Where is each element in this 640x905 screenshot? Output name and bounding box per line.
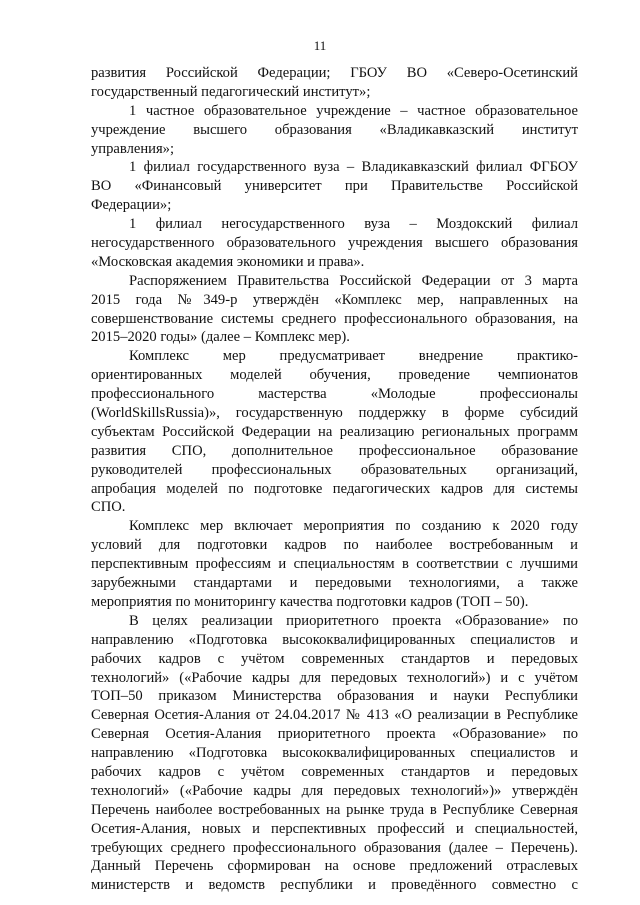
text-line: Северная Осетия-Алания приоритетного проекта «Образование» по: [91, 726, 578, 743]
text-line: профессионального мастерства «Молодые профессионалы: [91, 386, 578, 403]
text-line: руководителей профессиональных образовательных организаций,: [91, 461, 578, 478]
text-line: направлению «Подготовка высококвалифицированных специалистов и: [91, 745, 578, 762]
text-line: ТОП–50 приказом Министерства образования и науки Республики: [91, 688, 578, 705]
text-line: Северная Осетия-Алания от 24.04.2017 № 413 «О реализации в Республике: [91, 707, 578, 724]
text-line: Комплекс мер включает мероприятия по созданию к 2020 году: [129, 518, 578, 535]
text-line: управления»;: [91, 140, 175, 157]
text-line: Данный Перечень сформирован на основе предложений отраслевых: [91, 858, 578, 875]
text-line: 2015–2020 годы» (далее – Комплекс мер).: [91, 329, 350, 346]
text-line: рабочих кадров с учётом современных стандартов и передовых: [91, 763, 578, 780]
text-line: ВО «Финансовый университет при Правительстве Российской: [91, 178, 578, 195]
text-line: совершенствование системы среднего профессионального образования, на: [91, 310, 578, 327]
page-number: 11: [313, 38, 327, 53]
text-line: апробация моделей по подготовке педагогических кадров для системы: [91, 480, 578, 497]
text-line: 1 частное образовательное учреждение – частное образовательное: [129, 102, 578, 119]
text-line: В целях реализации приоритетного проекта «Образование» по: [129, 612, 578, 629]
text-line: (WorldSkillsRussia)», государственную поддержку в форме субсидий: [91, 405, 578, 422]
document-body: [91, 64, 578, 895]
text-line: технологий» («Рабочие кадры для передовых технологий»)» утверждён: [91, 782, 578, 799]
text-line: 1 филиал негосударственного вуза – Моздокский филиал: [129, 216, 578, 233]
text-line: рабочих кадров с учётом современных стандартов и передовых: [91, 650, 578, 667]
text-line: Федерации»;: [91, 197, 172, 214]
text-line: 2015 года №349-р утверждён «Комплекс мер, направленных на: [91, 291, 578, 308]
text-line: Перечень наиболее востребованных на рынке труда в Республике Северная: [91, 801, 578, 818]
text-line: министерств и ведомств республики и проведённого совместно с: [91, 877, 578, 894]
text-line: мероприятия по мониторингу качества подготовки кадров (ТОП – 50).: [91, 593, 529, 610]
text-line: условий для подготовки кадров по наиболее востребованным и: [91, 537, 578, 554]
text-line: развития СПО, дополнительное профессиональное образование: [91, 442, 578, 459]
text-line: Распоряжением Правительства Российской Федерации от 3 марта: [129, 272, 578, 289]
text-line: учреждение высшего образования «Владикавказский институт: [91, 121, 578, 138]
text-line: субъектам Российской Федерации на реализацию региональных программ: [91, 423, 578, 440]
text-line: зарубежными стандартами и передовыми технологиями, а также: [91, 575, 578, 592]
text-line: Осетия-Алания, новых и перспективных профессий и специальностей,: [91, 820, 578, 837]
text-line: негосударственного образовательного учреждения высшего образования: [91, 235, 578, 252]
text-line: технологий» («Рабочие кадры для передовых технологий») и с учётом: [91, 669, 578, 686]
text-line: Комплекс мер предусматривает внедрение практико-: [129, 348, 578, 365]
text-line: «Московская академия экономики и права».: [91, 253, 365, 270]
text-line: государственный педагогический институт»;: [91, 83, 371, 100]
text-line: требующих среднего профессионального образования (далее – Перечень).: [91, 839, 578, 856]
text-line: развития Российской Федерации; ГБОУ ВО «Северо-Осетинский: [91, 65, 578, 81]
text-line: направлению «Подготовка высококвалифицированных специалистов и: [91, 631, 578, 648]
text-line: 1 филиал государственного вуза – Владикавказский филиал ФГБОУ: [129, 159, 578, 176]
text-line: ориентированных моделей обучения, проведение чемпионатов: [91, 367, 578, 384]
text-line: СПО.: [91, 499, 126, 516]
text-line: перспективным профессиям и специальностям в соответствии с лучшими: [91, 556, 578, 573]
